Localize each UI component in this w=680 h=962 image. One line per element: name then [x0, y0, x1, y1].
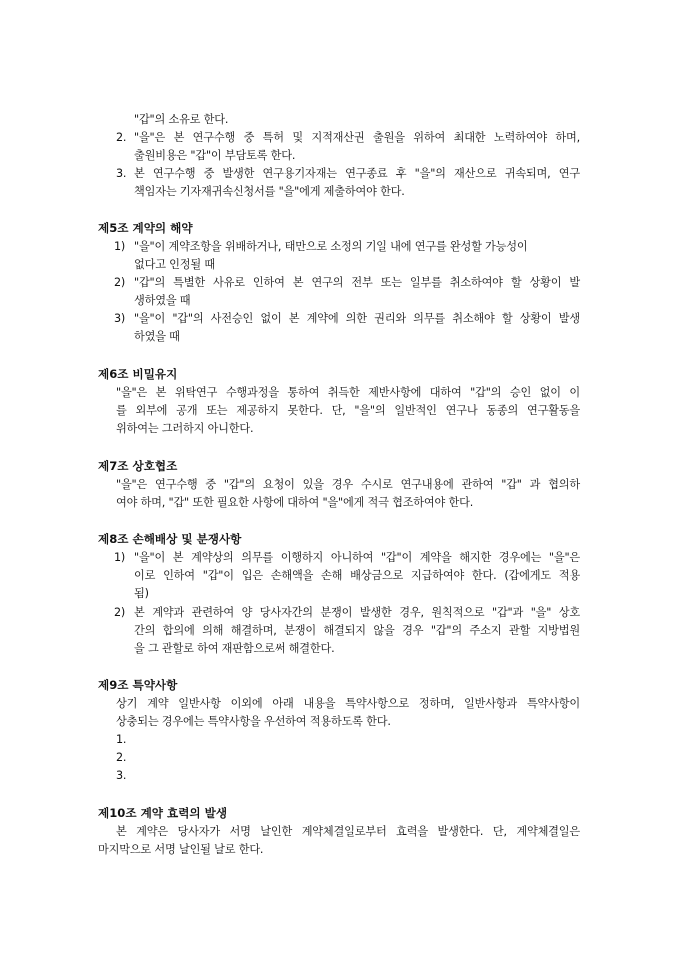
section-heading: 제8조 손해배상 및 분쟁사항 — [98, 532, 242, 546]
paragraph-line: 여야 하며, "갑" 또한 필요한 사항에 대하여 "을"에게 적극 협조하여야 한다. — [116, 496, 474, 509]
list-item-number: 2) — [114, 606, 126, 619]
list-item-text: 이로 인하여 "갑"이 입은 손해액을 손해 배상금으로 지급하여야 한다. (갑에게도 적용 — [134, 569, 580, 582]
list-item-text: 본 계약과 관련하여 양 당사자간의 분쟁이 발생한 경우, 원칙적으로 "갑"과 "을" 상호 — [134, 606, 580, 619]
list-item-text: "을"이 계약조항을 위배하거나, 태만으로 소정의 기일 내에 연구를 완성할 가능성이 — [134, 240, 528, 253]
paragraph-line: 마지막으로 서명 날인될 날로 한다. — [98, 843, 264, 856]
list-item-number: 3. — [116, 167, 127, 180]
list-item-number: 2) — [114, 276, 126, 289]
section-heading: 제6조 비밀유지 — [98, 367, 178, 381]
list-item-text: 됨) — [134, 587, 149, 600]
list-item-text: 하였을 때 — [134, 330, 180, 343]
list-item-number: 2. — [116, 131, 127, 144]
list-item-text: 생하였을 때 — [134, 294, 191, 307]
list-item-text: 본 연구수행 중 발생한 연구용기자재는 연구종료 후 "을"의 재산으로 귀속되며, 연구 — [134, 167, 580, 180]
paragraph-line: "을"은 연구수행 중 "갑"의 요청이 있을 경우 수시로 연구내용에 관하여 "갑" 과 협의하 — [116, 478, 580, 491]
list-item-text: 간의 합의에 의해 해결하며, 분쟁이 해결되지 않을 경우 "갑"의 주소지 관할 지방법원 — [134, 624, 580, 637]
section-heading: 제5조 계약의 해약 — [98, 221, 193, 235]
paragraph-line: 를 외부에 공개 또는 제공하지 못한다. 단, "을"의 일반적인 연구나 동종의 연구활동을 — [116, 404, 580, 417]
list-item-text: "을"이 "갑"의 사전승인 없이 본 계약에 의한 권리와 의무를 취소해야 할 상황이 발생 — [134, 312, 580, 325]
paragraph-line: 본 계약은 당사자가 서명 날인한 계약체결일로부터 효력을 발생한다. 단, 계약체결일은 — [116, 825, 580, 838]
list-item-text: 출원비용은 "갑"이 부담토록 한다. — [134, 149, 296, 162]
list-item-number: 3. — [116, 769, 127, 782]
list-item-number: 3) — [114, 312, 126, 325]
list-item-text: 을 그 관할로 하여 재판함으로써 해결한다. — [134, 642, 335, 655]
section-heading: 제9조 특약사항 — [98, 678, 178, 692]
section-heading: 제10조 계약 효력의 발생 — [98, 806, 228, 820]
paragraph-line: "을"은 본 위탁연구 수행과정을 통하여 취득한 제반사항에 대하여 "갑"의 승인 없이 이 — [116, 386, 580, 399]
list-item-text: 없다고 인정될 때 — [134, 258, 215, 271]
list-item-number: 1. — [116, 733, 127, 746]
paragraph-line: 상충되는 경우에는 특약사항을 우선하여 적용하도록 한다. — [116, 715, 391, 728]
list-item-text: "을"은 본 연구수행 중 특허 및 지적재산권 출원을 위하여 최대한 노력하여야 하며, — [134, 131, 580, 144]
list-item-number: 1) — [114, 240, 126, 253]
list-item-text: 책임자는 기자재귀속신청서를 "을"에게 제출하여야 한다. — [134, 185, 405, 198]
paragraph-line: 위하여는 그러하지 아니한다. — [116, 422, 254, 435]
paragraph-line: 상기 계약 일반사항 이외에 아래 내용을 특약사항으로 정하며, 일반사항과 특약사항이 — [116, 697, 580, 710]
list-item-number: 1) — [114, 551, 126, 564]
list-item-number: 2. — [116, 751, 127, 764]
list-item-text: "을"이 본 계약상의 의무를 이행하지 아니하여 "갑"이 계약을 해지한 경우에는 "을"은 — [134, 551, 580, 564]
section-heading: 제7조 상호협조 — [98, 459, 178, 473]
list-item-text: "갑"의 특별한 사유로 인하여 본 연구의 전부 또는 일부를 취소하여야 할 상황이 발 — [134, 276, 580, 289]
list-item-continuation: "갑"의 소유로 한다. — [134, 113, 229, 126]
